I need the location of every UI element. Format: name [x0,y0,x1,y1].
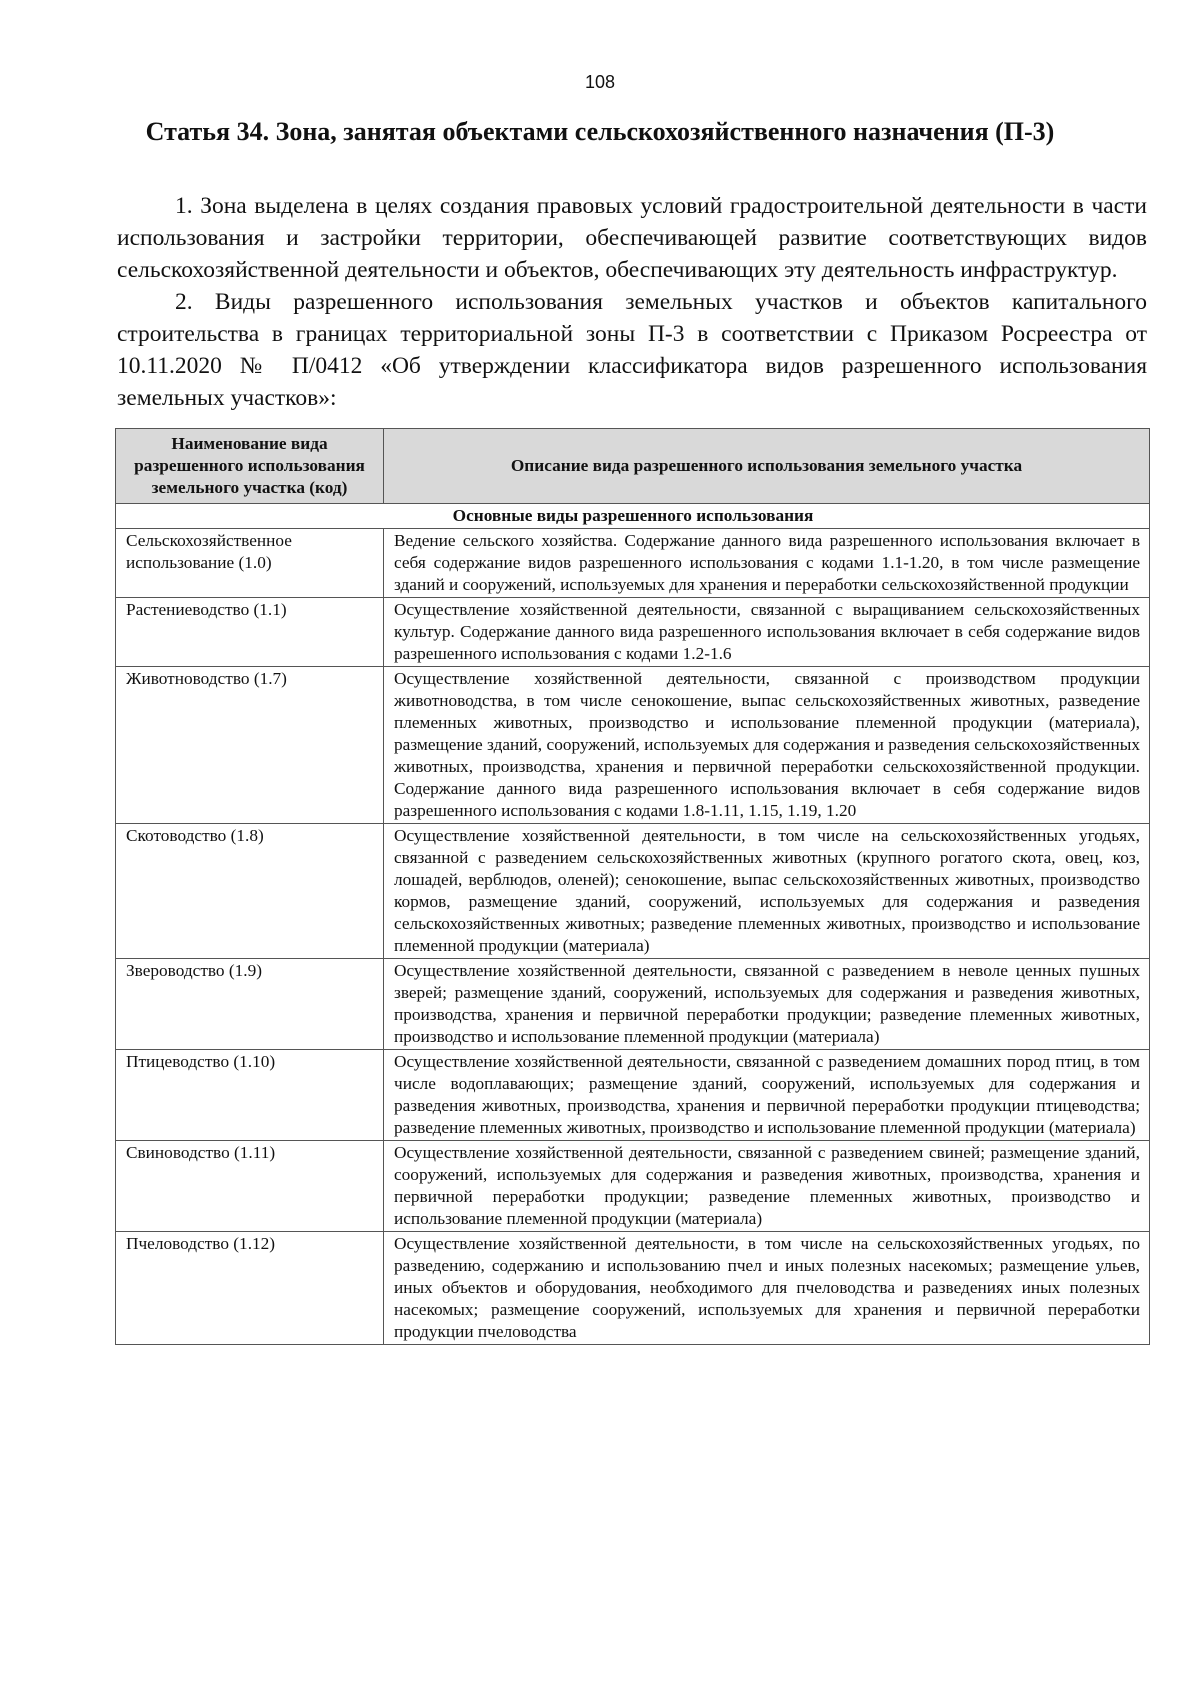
paragraph-1: 1. Зона выделена в целях создания правовых условий градостроительной деятельности в части использования и застройки территории, обеспечивающей развитие соответствующих видов сельскохозяйственной деятельности и объектов, обеспечивающих эту деятельность инфраструктур. [117,193,1147,283]
use-name-cell: Свиноводство (1.11) [116,1141,384,1232]
use-name-cell: Растениеводство (1.1) [116,598,384,667]
section-row [116,504,1150,529]
table-row [116,598,1150,667]
table-row [116,1050,1150,1141]
permitted-uses-table [115,428,1150,1345]
use-description-cell: Осуществление хозяйственной деятельности, связанной с разведением свиней; размещение зданий, сооружений, используемых для содержания и разведения животных, производства, хранения и первичной переработки продукции; разведение племенных животных, производство и использование племенной продукции (материала) [384,1141,1150,1232]
body-text [117,190,1147,414]
use-name-cell: Звероводство (1.9) [116,959,384,1050]
page-number: 108 [584,72,616,92]
table-header-row [116,429,1150,504]
use-description-cell: Ведение сельского хозяйства. Содержание данного вида разрешенного использования включает в себя содержание видов разрешенного использования с кодами 1.1-1.20, в том числе размещение зданий и сооружений, используемых для хранения и переработки сельскохозяйственной продукции [384,529,1150,598]
use-description-cell: Осуществление хозяйственной деятельности, связанной с выращиванием сельскохозяйственных культур. Содержание данного вида разрешенного использования включает в себя содержание видов разрешенного использования с кодами 1.2-1.6 [384,598,1150,667]
use-name-cell: Сельскохозяйственное использование (1.0) [116,529,384,598]
table-row [116,824,1150,959]
header-use-description: Описание вида разрешенного использования земельного участка [384,429,1150,504]
use-description-cell: Осуществление хозяйственной деятельности, связанной с разведением в неволе ценных пушных зверей; размещение зданий, сооружений, используемых для содержания и разведения животных, производства, хранения и первичной переработки продукции; разведение племенных животных, производство и использование племенной продукции (материала) [384,959,1150,1050]
use-description-cell: Осуществление хозяйственной деятельности, связанной с разведением домашних пород птиц, в том числе водоплавающих; размещение зданий, сооружений, используемых для содержания и разведения животных, производства, хранения и первичной переработки продукции птицеводства; разведение племенных животных, производство и использование племенной продукции (материала) [384,1050,1150,1141]
table-row [116,667,1150,824]
header-use-name: Наименование вида разрешенного использования земельного участка (код) [116,429,384,504]
use-name-cell: Скотоводство (1.8) [116,824,384,959]
table-row [116,1232,1150,1345]
use-name-cell: Пчеловодство (1.12) [116,1232,384,1345]
article-title: Статья 34. Зона, занятая объектами сельскохозяйственного назначения (П-3) [145,117,1055,146]
table-row [116,1141,1150,1232]
use-description-cell: Осуществление хозяйственной деятельности, в том числе на сельскохозяйственных угодьях, связанной с разведением сельскохозяйственных животных (крупного рогатого скота, овец, коз, лошадей, верблюдов, оленей); сенокошение, выпас сельскохозяйственных животных, производство кормов, размещение зданий, сооружений, используемых для содержания и разведения сельскохозяйственных животных; разведение племенных животных, производство и использование племенной продукции (материала) [384,824,1150,959]
use-description-cell: Осуществление хозяйственной деятельности, в том числе на сельскохозяйственных угодьях, по разведению, содержанию и использованию пчел и иных полезных насекомых; размещение ульев, иных объектов и оборудования, необходимого для пчеловодства и разведениях иных полезных насекомых; размещение сооружений, используемых для хранения и первичной переработки продукции пчеловодства [384,1232,1150,1345]
paragraph-2: 2. Виды разрешенного использования земельных участков и объектов капитального строительства в границах территориальной зоны П-3 в соответствии с Приказом Росреестра от 10.11.2020 № П/0412 «Об утверждении классификатора видов разрешенного использования земельных участков»: [117,289,1147,411]
use-name-cell: Животноводство (1.7) [116,667,384,824]
use-description-cell: Осуществление хозяйственной деятельности, связанной с производством продукции животноводства, в том числе сенокошение, выпас сельскохозяйственных животных, разведение племенных животных, производство и использование племенной продукции (материала), размещение зданий, сооружений, используемых для содержания и разведения сельскохозяйственных животных, производства, хранения и первичной переработки сельскохозяйственной продукции. Содержание данного вида разрешенного использования включает в себя содержание видов разрешенного использования с кодами 1.8-1.11, 1.15, 1.19, 1.20 [384,667,1150,824]
section-title: Основные виды разрешенного использования [116,504,1150,529]
table-row [116,959,1150,1050]
use-name-cell: Птицеводство (1.10) [116,1050,384,1141]
table-row [116,529,1150,598]
